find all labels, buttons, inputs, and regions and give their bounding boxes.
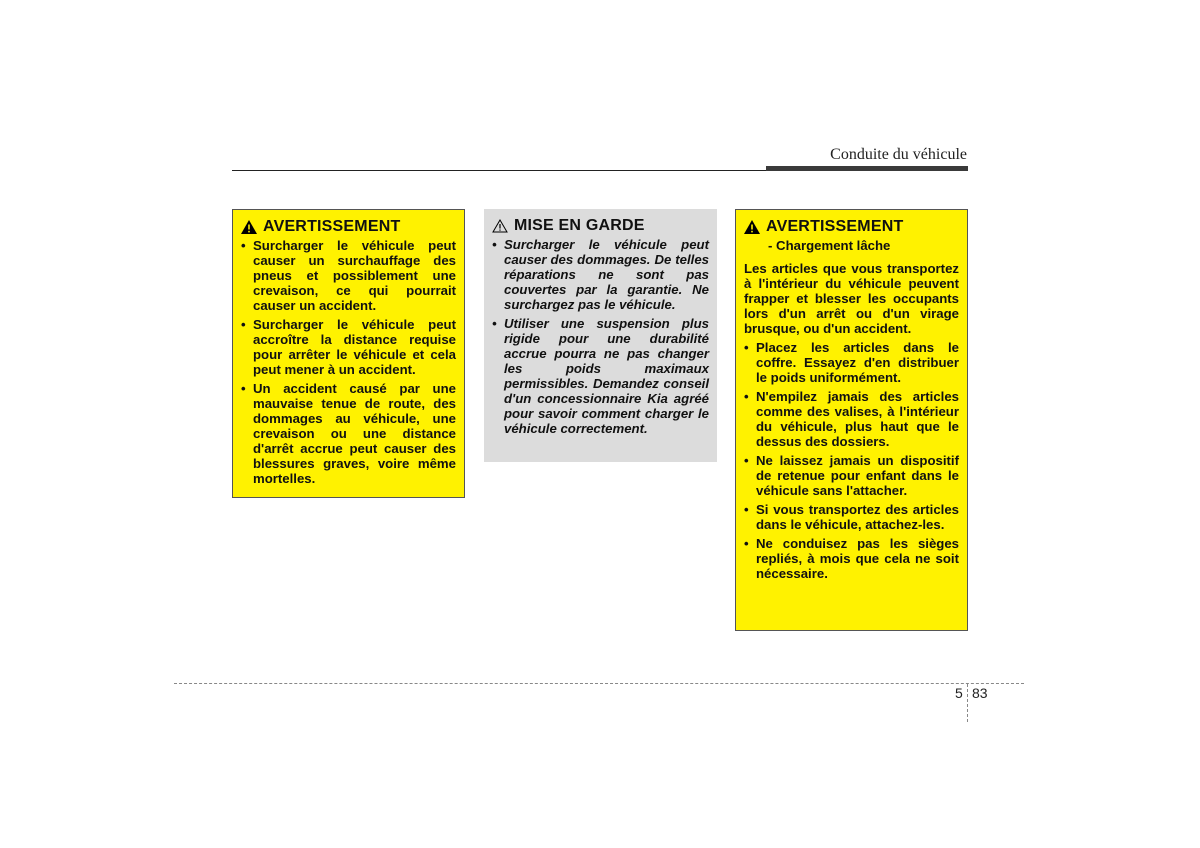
list-item: • Un accident causé par une mauvaise tenue de route, des dommages au véhicule, une crevaison ou une distance d'arrêt accrue peut causer des blessures graves, voire même mortelles. [241,381,456,486]
warning-list [241,238,456,486]
page-number: 83 [972,685,988,701]
warning-triangle-icon [744,220,760,234]
warning-box-title: AVERTISSEMENT [263,218,401,235]
caution-triangle-icon [492,219,508,233]
warning-list [744,340,959,581]
caution-list [492,237,709,436]
warning-intro-text: Les articles que vous transportez à l'intérieur du véhicule peuvent frapper et blesser les occupants lors d'un arrêt ou d'un virage brusque, ou d'un accident. [744,261,959,336]
warning-box-title: AVERTISSEMENT [766,218,904,235]
header-divider [232,170,768,171]
warning-box-overload [232,209,465,498]
warning-box-title-row [744,218,959,236]
warning-box-subtitle: - Chargement lâche [768,238,891,253]
list-item: • Si vous transportez des articles dans le véhicule, attachez-les. [744,502,959,532]
footer-divider [174,683,1024,684]
header-accent-bar [766,166,968,171]
list-item: • Surcharger le véhicule peut accroître la distance requise pour arrêter le véhicule et cela peut mener à un accident. [241,317,456,377]
caution-box-title: MISE EN GARDE [514,217,645,234]
list-item: • N'empilez jamais des articles comme des valises, à l'intérieur du véhicule, plus haut que le dessus des dossiers. [744,389,959,449]
list-item: • Surcharger le véhicule peut causer un surchauffage des pneus et possiblement une crevaison, ce qui pourrait causer un accident. [241,238,456,313]
section-title: Conduite du véhicule [830,146,967,163]
list-item: • Utiliser une suspension plus rigide pour une durabilité accrue pourra ne pas changer les poids maximaux permissibles. Demandez conseil d'un concessionnaire Kia agréé pour savoir comment charger le véhicule correctement. [492,316,709,436]
footer-page-separator [967,684,968,722]
warning-triangle-icon [241,220,257,234]
list-item: • Ne conduisez pas les sièges repliés, à mois que cela ne soit nécessaire. [744,536,959,581]
chapter-number: 5 [955,685,963,701]
warning-box-title-row [241,218,456,236]
caution-box-title-row [492,217,709,235]
list-item: • Surcharger le véhicule peut causer des dommages. De telles réparations ne sont pas couvertes par la garantie. Ne surchargez pas le véhicule. [492,237,709,312]
warning-box-loose-load [735,209,968,631]
list-item: • Ne laissez jamais un dispositif de retenue pour enfant dans le véhicule sans l'attacher. [744,453,959,498]
list-item: • Placez les articles dans le coffre. Essayez d'en distribuer le poids uniformément. [744,340,959,385]
caution-box [484,209,717,462]
